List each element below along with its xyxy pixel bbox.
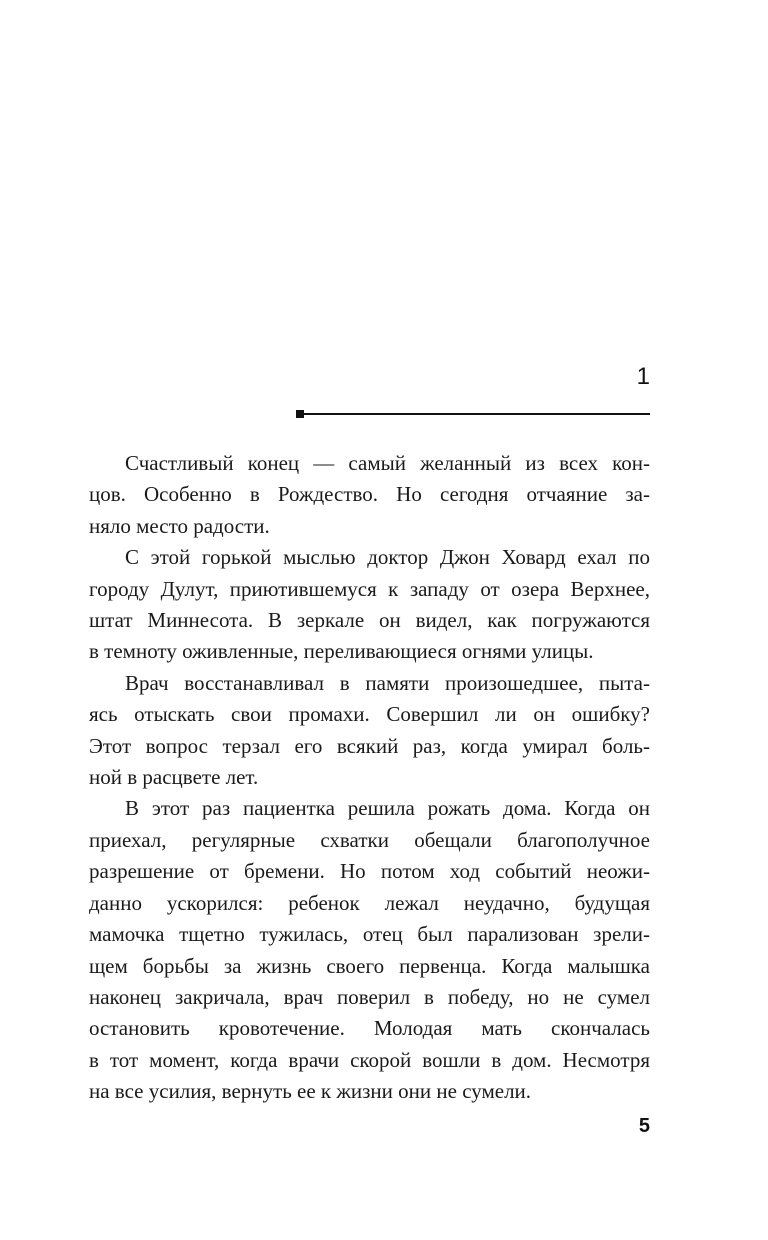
text-line: приехал, регулярные схватки обещали благополучное (89, 827, 650, 852)
divider-line (300, 413, 650, 415)
text-line: ясь отыскать свои промахи. Совершил ли он ошибку? (89, 702, 650, 727)
text-line: мамочка тщетно тужилась, отец был парализован зрели- (89, 922, 650, 947)
text-line: в темноту оживленные, переливающиеся огнями улицы. (89, 639, 594, 664)
text-line: цов. Особенно в Рождество. Но сегодня отчаяние за- (89, 482, 650, 507)
text-line: в тот момент, когда врачи скорой вошли в дом. Несмотря (89, 1047, 650, 1072)
text-line: ной в расцвете лет. (89, 765, 259, 790)
text-line: Этот вопрос терзал его всякий раз, когда умирал боль- (89, 733, 650, 758)
text-line: Врач восстанавливал в памяти произошедшее, пыта- (125, 670, 650, 695)
text-line: С этой горькой мыслью доктор Джон Ховард ехал по (125, 545, 650, 570)
text-line: на все усилия, вернуть ее к жизни они не сумели. (89, 1079, 532, 1104)
text-line: данно ускорился: ребенок лежал неудачно, будущая (89, 890, 650, 915)
paragraph (89, 793, 650, 1107)
text-line: В этот раз пациентка решила рожать дома. Когда он (125, 796, 650, 821)
paragraph (89, 668, 650, 794)
chapter-divider (296, 409, 650, 419)
text-line: разрешение от бремени. Но потом ход событий неожи- (89, 859, 650, 884)
text-line: наконец закричала, врач поверил в победу, но не сумел (89, 984, 650, 1009)
paragraph (89, 448, 650, 542)
text-line: остановить кровотечение. Молодая мать скончалась (89, 1016, 650, 1041)
body-text (89, 448, 650, 1108)
text-line: штат Миннесота. В зеркале он видел, как погружаются (89, 608, 650, 633)
text-line: няло место радости. (89, 513, 270, 538)
text-line: щем борьбы за жизнь своего первенца. Когда малышка (89, 953, 650, 978)
chapter-number: 1 (636, 363, 650, 390)
text-line: городу Дулут, приютившемуся к западу от озера Верхнее, (89, 576, 650, 601)
text-line: Счастливый конец — самый желанный из всех кон- (125, 451, 650, 475)
paragraph (89, 542, 650, 668)
page-number: 5 (638, 1115, 650, 1137)
